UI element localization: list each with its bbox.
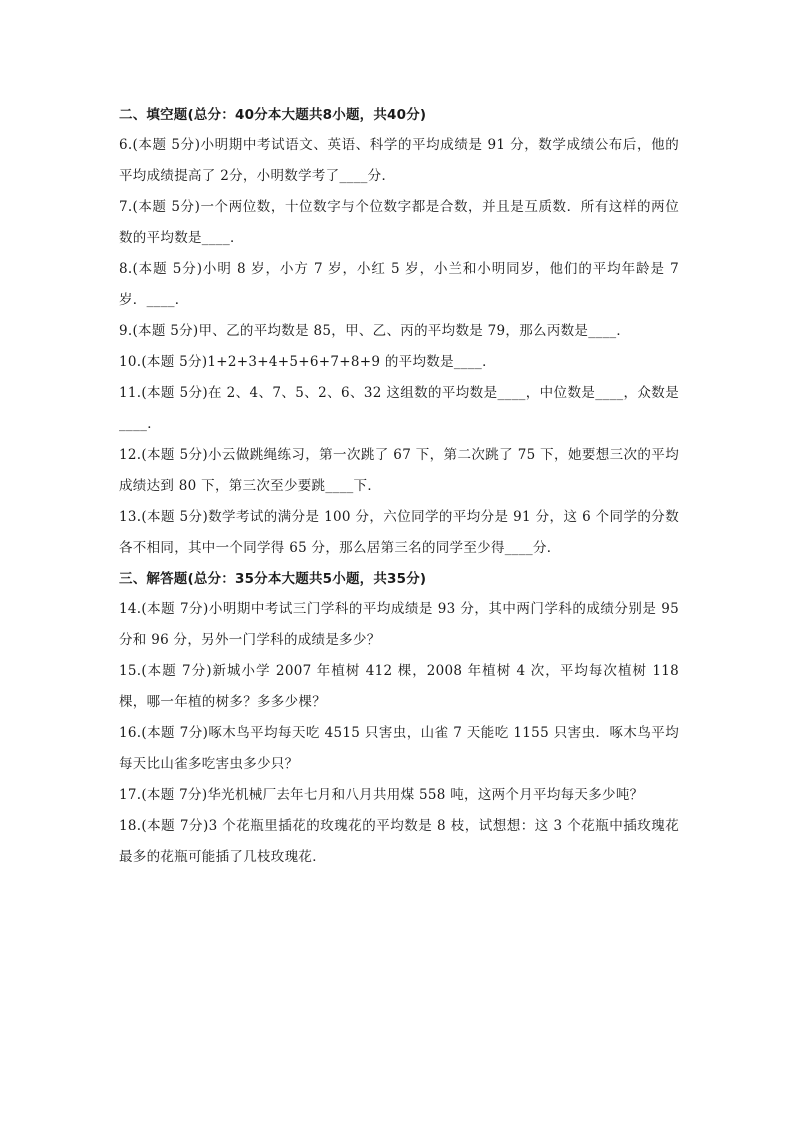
question-17: 17.(本题 7分)华光机械厂去年七月和八月共用煤 558 吨，这两个月平均每天多少吨？ bbox=[119, 787, 644, 803]
question-15: 15.(本题 7分)新城小学 2007 年植树 412 棵，2008 年植树 4 次，平均每次植树 118 棵，哪一年植的树多？多多少棵？ bbox=[119, 663, 679, 710]
question-11: 11.(本题 5分)在 2、4、7、5、2、6、32 这组数的平均数是____，中位数是____，众数是____． bbox=[119, 385, 679, 432]
question-18: 18.(本题 7分)3 个花瓶里插花的玫瑰花的平均数是 8 枝，试想想：这 3 个花瓶中插玫瑰花最多的花瓶可能插了几枝玫瑰花． bbox=[119, 818, 679, 865]
question-6: 6.(本题 5分)小明期中考试语文、英语、科学的平均成绩是 91 分，数学成绩公布后，他的平均成绩提高了 2分，小明数学考了____分． bbox=[119, 137, 679, 184]
question-16: 16.(本题 7分)啄木鸟平均每天吃 4515 只害虫，山雀 7 天能吃 1155 只害虫．啄木鸟平均每天比山雀多吃害虫多少只？ bbox=[119, 725, 679, 772]
question-9: 9.(本题 5分)甲、乙的平均数是 85，甲、乙、丙的平均数是 79，那么丙数是____． bbox=[119, 323, 631, 339]
question-8: 8.(本题 5分)小明 8 岁，小方 7 岁，小红 5 岁，小兰和小明同岁，他们的平均年龄是 7岁．____． bbox=[119, 261, 679, 308]
question-10: 10.(本题 5分)1+2+3+4+5+6+7+8+9 的平均数是____． bbox=[119, 354, 496, 370]
question-14: 14.(本题 7分)小明期中考试三门学科的平均成绩是 93 分，其中两门学科的成绩分别是 95分和 96 分，另外一门学科的成绩是多少？ bbox=[119, 601, 679, 648]
section-heading-problem-solving: 三、解答题(总分：35分本大题共5小题，共35分) bbox=[119, 571, 427, 587]
section-heading-fill-in-blank: 二、填空题(总分：40分本大题共8小题，共40分) bbox=[119, 107, 427, 123]
question-13: 13.(本题 5分)数学考试的满分是 100 分，六位同学的平均分是 91 分，这 6 个同学的分数各不相同，其中一个同学得 65 分，那么居第三名的同学至少得____分． bbox=[119, 509, 679, 556]
question-7: 7.(本题 5分)一个两位数，十位数字与个位数字都是合数，并且是互质数．所有这样的两位数的平均数是____． bbox=[119, 199, 679, 246]
question-12: 12.(本题 5分)小云做跳绳练习，第一次跳了 67 下，第二次跳了 75 下，她要想三次的平均成绩达到 80 下，第三次至少要跳____下． bbox=[119, 447, 679, 494]
document-content bbox=[119, 100, 679, 873]
